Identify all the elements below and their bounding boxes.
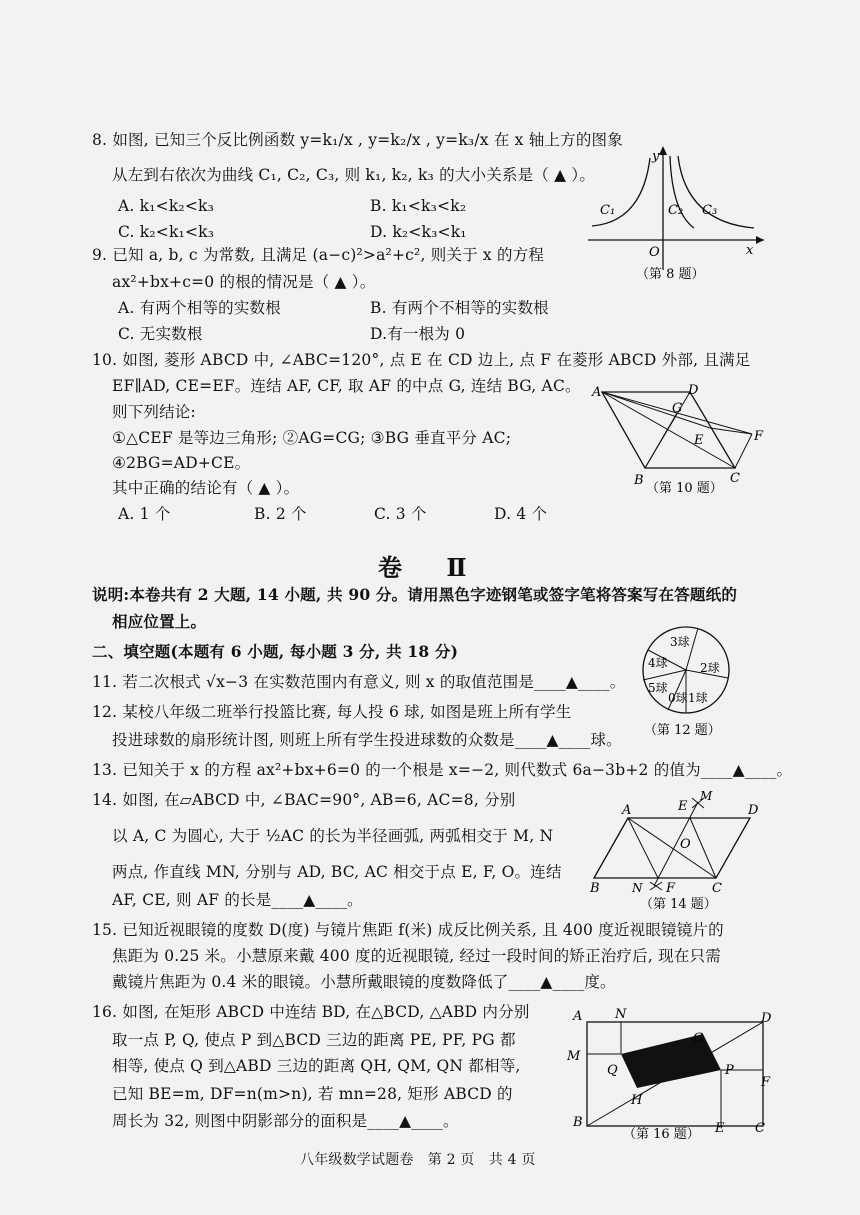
q12-line2: 投进球数的扇形统计图, 则班上所有学生投进球数的众数是____▲____球。 [112, 731, 622, 749]
section-title: 卷 Ⅱ [378, 553, 485, 582]
q14-label-d: D [748, 803, 759, 818]
q15-line1: 15. 已知近视眼镜的度数 D(度) 与镜片焦距 f(米) 成反比例关系, 且 400 度近视眼镜镜片的 [92, 921, 724, 939]
q10-option-b: B. 2 个 [254, 505, 307, 523]
pie-label-3: 3球 [670, 635, 690, 649]
q15-line2: 焦距为 0.25 米。小慧原来戴 400 度的近视眼镜, 经过一段时间的矫正治疗后, 现在只需 [112, 947, 721, 965]
q10-option-c: C. 3 个 [374, 505, 427, 523]
q8-label-c2: C₂ [668, 203, 684, 218]
q10-line1: 10. 如图, 菱形 ABCD 中, ∠ABC=120°, 点 E 在 CD 边上, 点 F 在菱形 ABCD 外部, 且满足 [92, 351, 751, 369]
q9-option-b: B. 有两个不相等的实数根 [370, 299, 549, 317]
q14-label-o: O [680, 837, 691, 852]
q14-line2: 以 A, C 为圆心, 大于 ½AC 的长为半径画弧, 两弧相交于 M, N [112, 827, 554, 845]
q16-label-e: E [715, 1121, 725, 1136]
page-footer: 八年级数学试题卷 第 2 页 共 4 页 [300, 1152, 536, 1168]
q10-line5: ④2BG=AD+CE。 [112, 454, 251, 472]
q14-label-c: C [712, 881, 722, 896]
q16-line4: 已知 BE=m, DF=n(m>n), 若 mn=28, 矩形 ABCD 的 [112, 1085, 513, 1103]
q8-label-c1: C₁ [600, 203, 616, 218]
pie-label-4: 4球 [648, 656, 668, 670]
q8-option-b: B. k₁<k₃<k₂ [370, 197, 467, 215]
q14-label-e: E [678, 799, 688, 814]
q14-label-f: F [666, 881, 676, 896]
q14-label-b: B [590, 881, 600, 896]
section-note-line1: 说明:本卷共有 2 大题, 14 小题, 共 90 分。请用黑色字迹钢笔或签字笔将答案写在答题纸的 [92, 585, 738, 604]
q12-caption: （第 12 题） [644, 723, 721, 738]
q8-label-c3: C₃ [702, 203, 718, 218]
q14-label-m: M [700, 790, 713, 803]
q10-figure [590, 380, 770, 498]
q16-line1: 16. 如图, 在矩形 ABCD 中连结 BD, 在△BCD, △ABD 内分别 [92, 1003, 530, 1021]
q16-label-h: H [631, 1093, 643, 1108]
q8-label-y: y [652, 149, 660, 164]
q10-label-b: B [634, 473, 644, 488]
q11-text: 11. 若二次根式 √x−3 在实数范围内有意义, 则 x 的取值范围是____▲____。 [92, 673, 626, 691]
q16-label-b: B [573, 1115, 583, 1130]
q8-label-o: O [649, 245, 660, 260]
pie-label-1: 1球 [688, 691, 708, 705]
q10-label-f: F [754, 429, 764, 444]
q10-option-a: A. 1 个 [118, 505, 171, 523]
q10-label-c: C [730, 471, 740, 486]
q10-line6: 其中正确的结论有（ ▲ ）。 [112, 479, 300, 497]
q10-caption: （第 10 题） [646, 481, 723, 496]
q8-line2: 从左到右依次为曲线 C₁, C₂, C₃, 则 k₁, k₂, k₃ 的大小关系是（ ▲ ）。 [112, 166, 596, 184]
pie-label-0: 0球 [668, 691, 688, 705]
q14-line1: 14. 如图, 在▱ABCD 中, ∠BAC=90°, AB=6, AC=8, 分别 [92, 791, 516, 809]
q14-caption: （第 14 题） [640, 897, 717, 910]
q16-caption: （第 16 题） [623, 1127, 700, 1142]
q16-label-g: G [693, 1031, 704, 1046]
q12-line1: 12. 某校八年级二班举行投篮比赛, 每人投 6 球, 如图是班上所有学生 [92, 703, 572, 721]
q8-option-c: C. k₂<k₁<k₃ [118, 223, 215, 241]
q16-line3: 相等, 使点 Q 到△ABD 三边的距离 QH, QM, QN 都相等, [112, 1057, 521, 1075]
q10-option-d: D. 4 个 [494, 505, 548, 523]
q8-option-d: D. k₂<k₃<k₁ [370, 223, 467, 241]
q9-option-d: D.有一根为 0 [370, 325, 466, 343]
q15-line3: 戴镜片焦距为 0.4 米的眼镜。小慧所戴眼镜的度数降低了____▲____度。 [112, 973, 616, 991]
q13-text: 13. 已知关于 x 的方程 ax²+bx+6=0 的一个根是 x=−2, 则代数式 6a−3b+2 的值为____▲____。 [92, 761, 793, 779]
q14-label-n: N [632, 881, 643, 895]
q9-option-a: A. 有两个相等的实数根 [118, 299, 281, 317]
q12-pie-figure [638, 622, 736, 742]
q16-label-n: N [615, 1007, 627, 1022]
q14-label-a: A [622, 803, 632, 818]
q10-line3: 则下列结论: [112, 403, 196, 421]
q14-line3: 两点, 作直线 MN, 分别与 AD, BC, AC 相交于点 E, F, O。连结 [112, 863, 562, 881]
pie-label-5: 5球 [648, 681, 668, 695]
q16-figure [565, 1002, 775, 1142]
q16-label-p: P [725, 1063, 734, 1078]
q16-line2: 取一点 P, Q, 使点 P 到△BCD 三边的距离 PE, PF, PG 都 [112, 1031, 516, 1049]
q16-label-m: M [567, 1049, 581, 1064]
section-heading: 二、填空题(本题有 6 小题, 每小题 3 分, 共 18 分) [92, 642, 459, 661]
q10-label-a: A [592, 385, 602, 400]
q16-label-f: F [761, 1075, 771, 1090]
q8-figure [584, 142, 774, 284]
q14-figure [588, 790, 768, 910]
q16-line5: 周长为 32, 则图中阴影部分的面积是____▲____。 [112, 1112, 459, 1130]
q10-label-d: D [688, 383, 699, 398]
q16-label-c: C [755, 1121, 765, 1136]
q16-label-d: D [761, 1011, 772, 1026]
q9-option-c: C. 无实数根 [118, 325, 203, 343]
q10-line2: EF∥AD, CE=EF。连结 AF, CF, 取 AF 的中点 G, 连结 BG, AC。 [112, 377, 581, 395]
q8-label-x: x [746, 243, 754, 258]
q9-line2: ax²+bx+c=0 的根的情况是（ ▲ ）。 [112, 273, 376, 291]
q16-label-q: Q [607, 1063, 618, 1078]
q10-label-g: G [672, 401, 683, 416]
q8-line1: 8. 如图, 已知三个反比例函数 y=k₁/x , y=k₂/x , y=k₃/x 在 x 轴上方的图象 [92, 131, 623, 149]
q8-option-a: A. k₁<k₂<k₃ [118, 197, 215, 215]
section-note-line2: 相应位置上。 [112, 612, 207, 631]
q10-line4: ①△CEF 是等边三角形; ②AG=CG; ③BG 垂直平分 AC; [112, 429, 512, 447]
q8-caption: （第 8 题） [636, 267, 705, 282]
q14-line4: AF, CE, 则 AF 的长是____▲____。 [112, 891, 363, 909]
q16-label-a: A [573, 1009, 583, 1024]
q9-line1: 9. 已知 a, b, c 为常数, 且满足 (a−c)²>a²+c², 则关于 x 的方程 [92, 246, 545, 264]
pie-label-2: 2球 [700, 661, 720, 675]
q10-label-e: E [694, 433, 704, 448]
